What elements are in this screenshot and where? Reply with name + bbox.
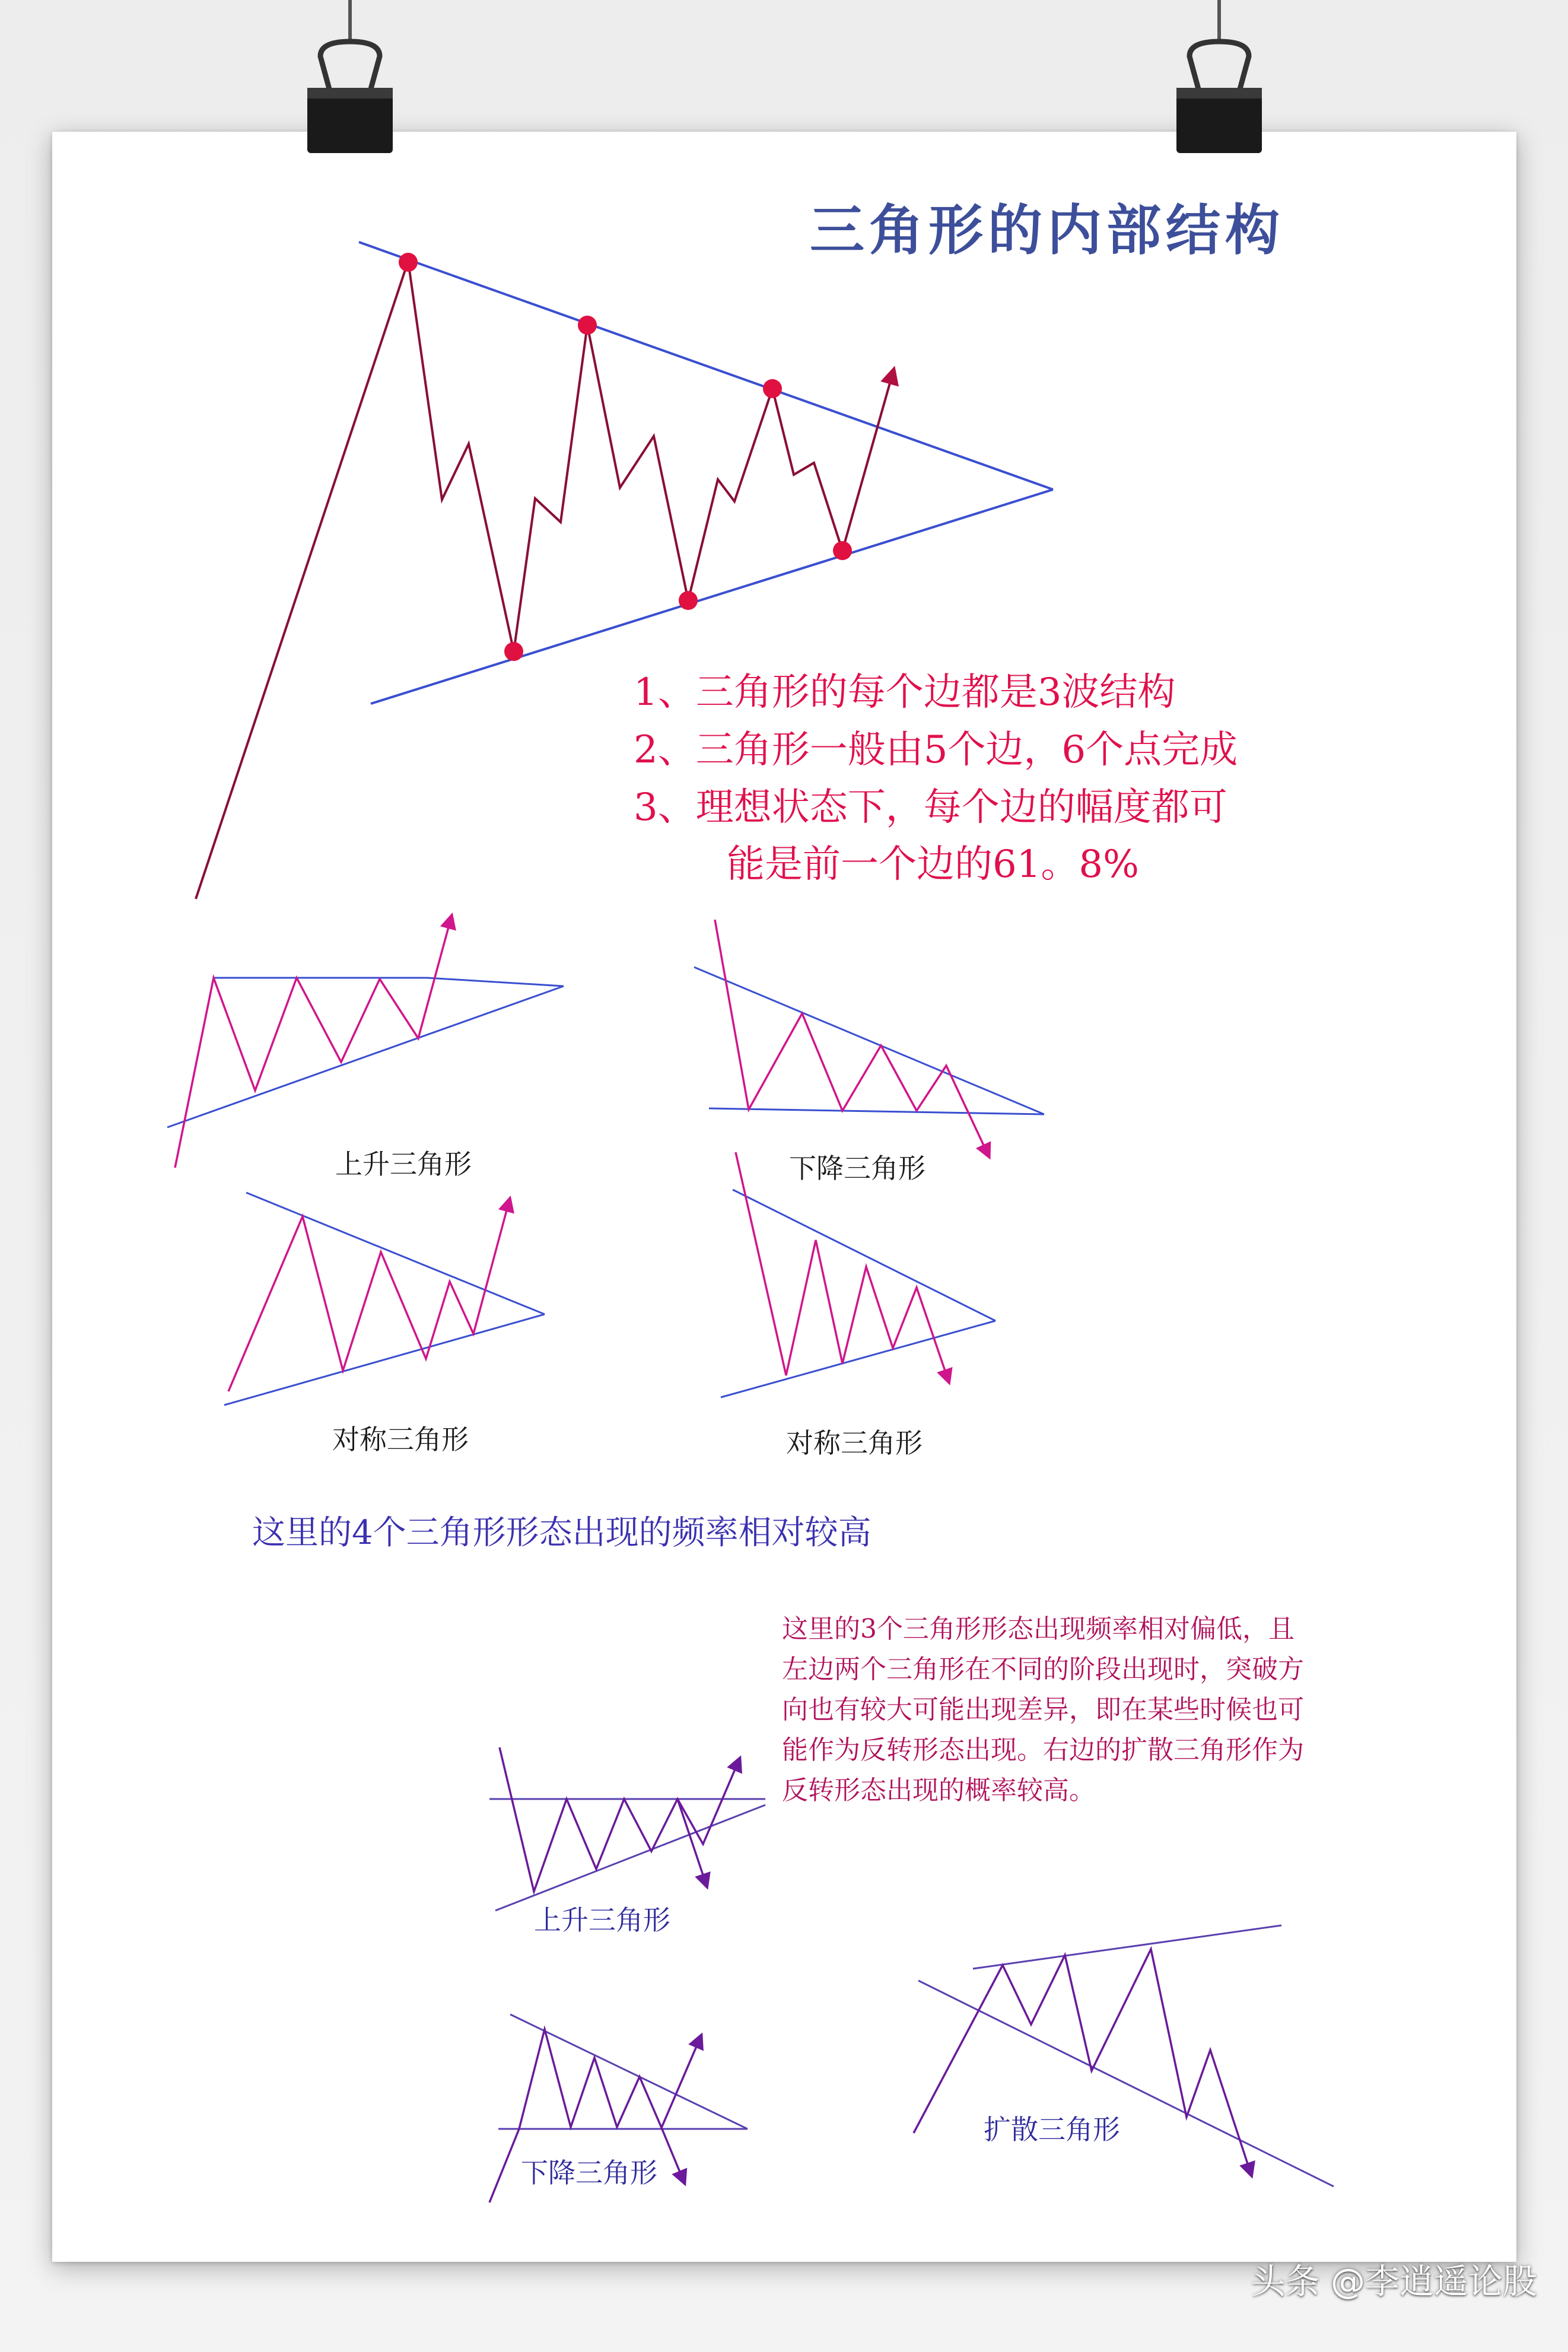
pivot-point: [504, 642, 523, 661]
note-1: 1、三角形的每个边都是3波结构: [634, 670, 1176, 714]
pivot-point: [833, 541, 852, 560]
bottom-broadening-triangle: [914, 1925, 1334, 2186]
freq-high-text: 这里的4个三角形形态出现的频率相对较高: [252, 1514, 872, 1552]
pattern-label: 下降三角形: [521, 2157, 657, 2189]
pattern-wave: [175, 918, 451, 1168]
pattern-support-line: [721, 1321, 995, 1397]
pattern-wave: [228, 1202, 509, 1391]
pattern-label: 上升三角形: [335, 1148, 472, 1180]
note-3: 3、理想状态下，每个边的幅度都可: [634, 786, 1227, 829]
upper-trendline: [359, 242, 1053, 490]
pattern-wave: [715, 920, 988, 1154]
pivot-point: [679, 591, 698, 610]
pattern-lower-line: [918, 1981, 1334, 2186]
pattern-upper-line: [973, 1925, 1281, 1969]
pivot-point: [578, 316, 597, 335]
pattern-symmetrical-triangle-1: [224, 1193, 545, 1455]
pattern-upper-line: [733, 1190, 995, 1321]
pattern-descending-triangle: [694, 920, 1044, 1184]
paragraph-line: 能作为反转形态出现。右边的扩散三角形作为: [782, 1735, 1304, 1765]
pattern-symmetrical-triangle-2: [721, 1152, 995, 1459]
note-2: 2、三角形一般由5个边，6个点完成: [634, 728, 1238, 772]
paragraph-line: 向也有较大可能出现差异，即在某些时候也可: [782, 1695, 1304, 1725]
entry-line: [489, 2129, 519, 2202]
paragraph-line: 左边两个三角形在不同的阶段出现时，突破方: [782, 1654, 1304, 1684]
breakdown-arrow: [661, 2128, 683, 2181]
pattern-wave: [500, 1747, 739, 1892]
pattern-label: 上升三角形: [534, 1904, 670, 1936]
pattern-wave: [519, 2029, 700, 2129]
pivot-point: [399, 253, 418, 272]
pattern-support-line: [709, 1108, 1044, 1114]
pattern-wave: [736, 1152, 948, 1380]
page-title: 三角形的内部结构: [810, 198, 1285, 262]
pattern-support-line: [495, 1805, 765, 1911]
bottom-ascending-triangle: [489, 1747, 765, 1936]
pattern-upper-line: [246, 1193, 545, 1314]
watermark: 头条 @李逍遥论股: [1251, 2261, 1537, 2302]
freq-low-paragraph: [782, 1614, 1304, 1806]
pivot-point: [763, 379, 782, 398]
pattern-support-line: [224, 1314, 545, 1405]
pattern-label: 扩散三角形: [984, 2113, 1120, 2146]
pattern-ascending-triangle: [167, 918, 564, 1180]
notes: [634, 670, 1238, 886]
paragraph-line: 这里的3个三角形形态出现频率相对偏低，且: [782, 1614, 1295, 1644]
bottom-descending-triangle: [489, 2014, 748, 2202]
pattern-label: 下降三角形: [789, 1152, 925, 1184]
pattern-upper-line: [427, 978, 564, 986]
paragraph-line: 反转形态出现的概率较高。: [782, 1775, 1095, 1806]
note-3-continued: 能是前一个边的61。8%: [727, 843, 1139, 886]
pattern-label: 对称三角形: [332, 1423, 469, 1455]
pattern-label: 对称三角形: [786, 1427, 923, 1459]
pivot-points: [399, 253, 852, 661]
